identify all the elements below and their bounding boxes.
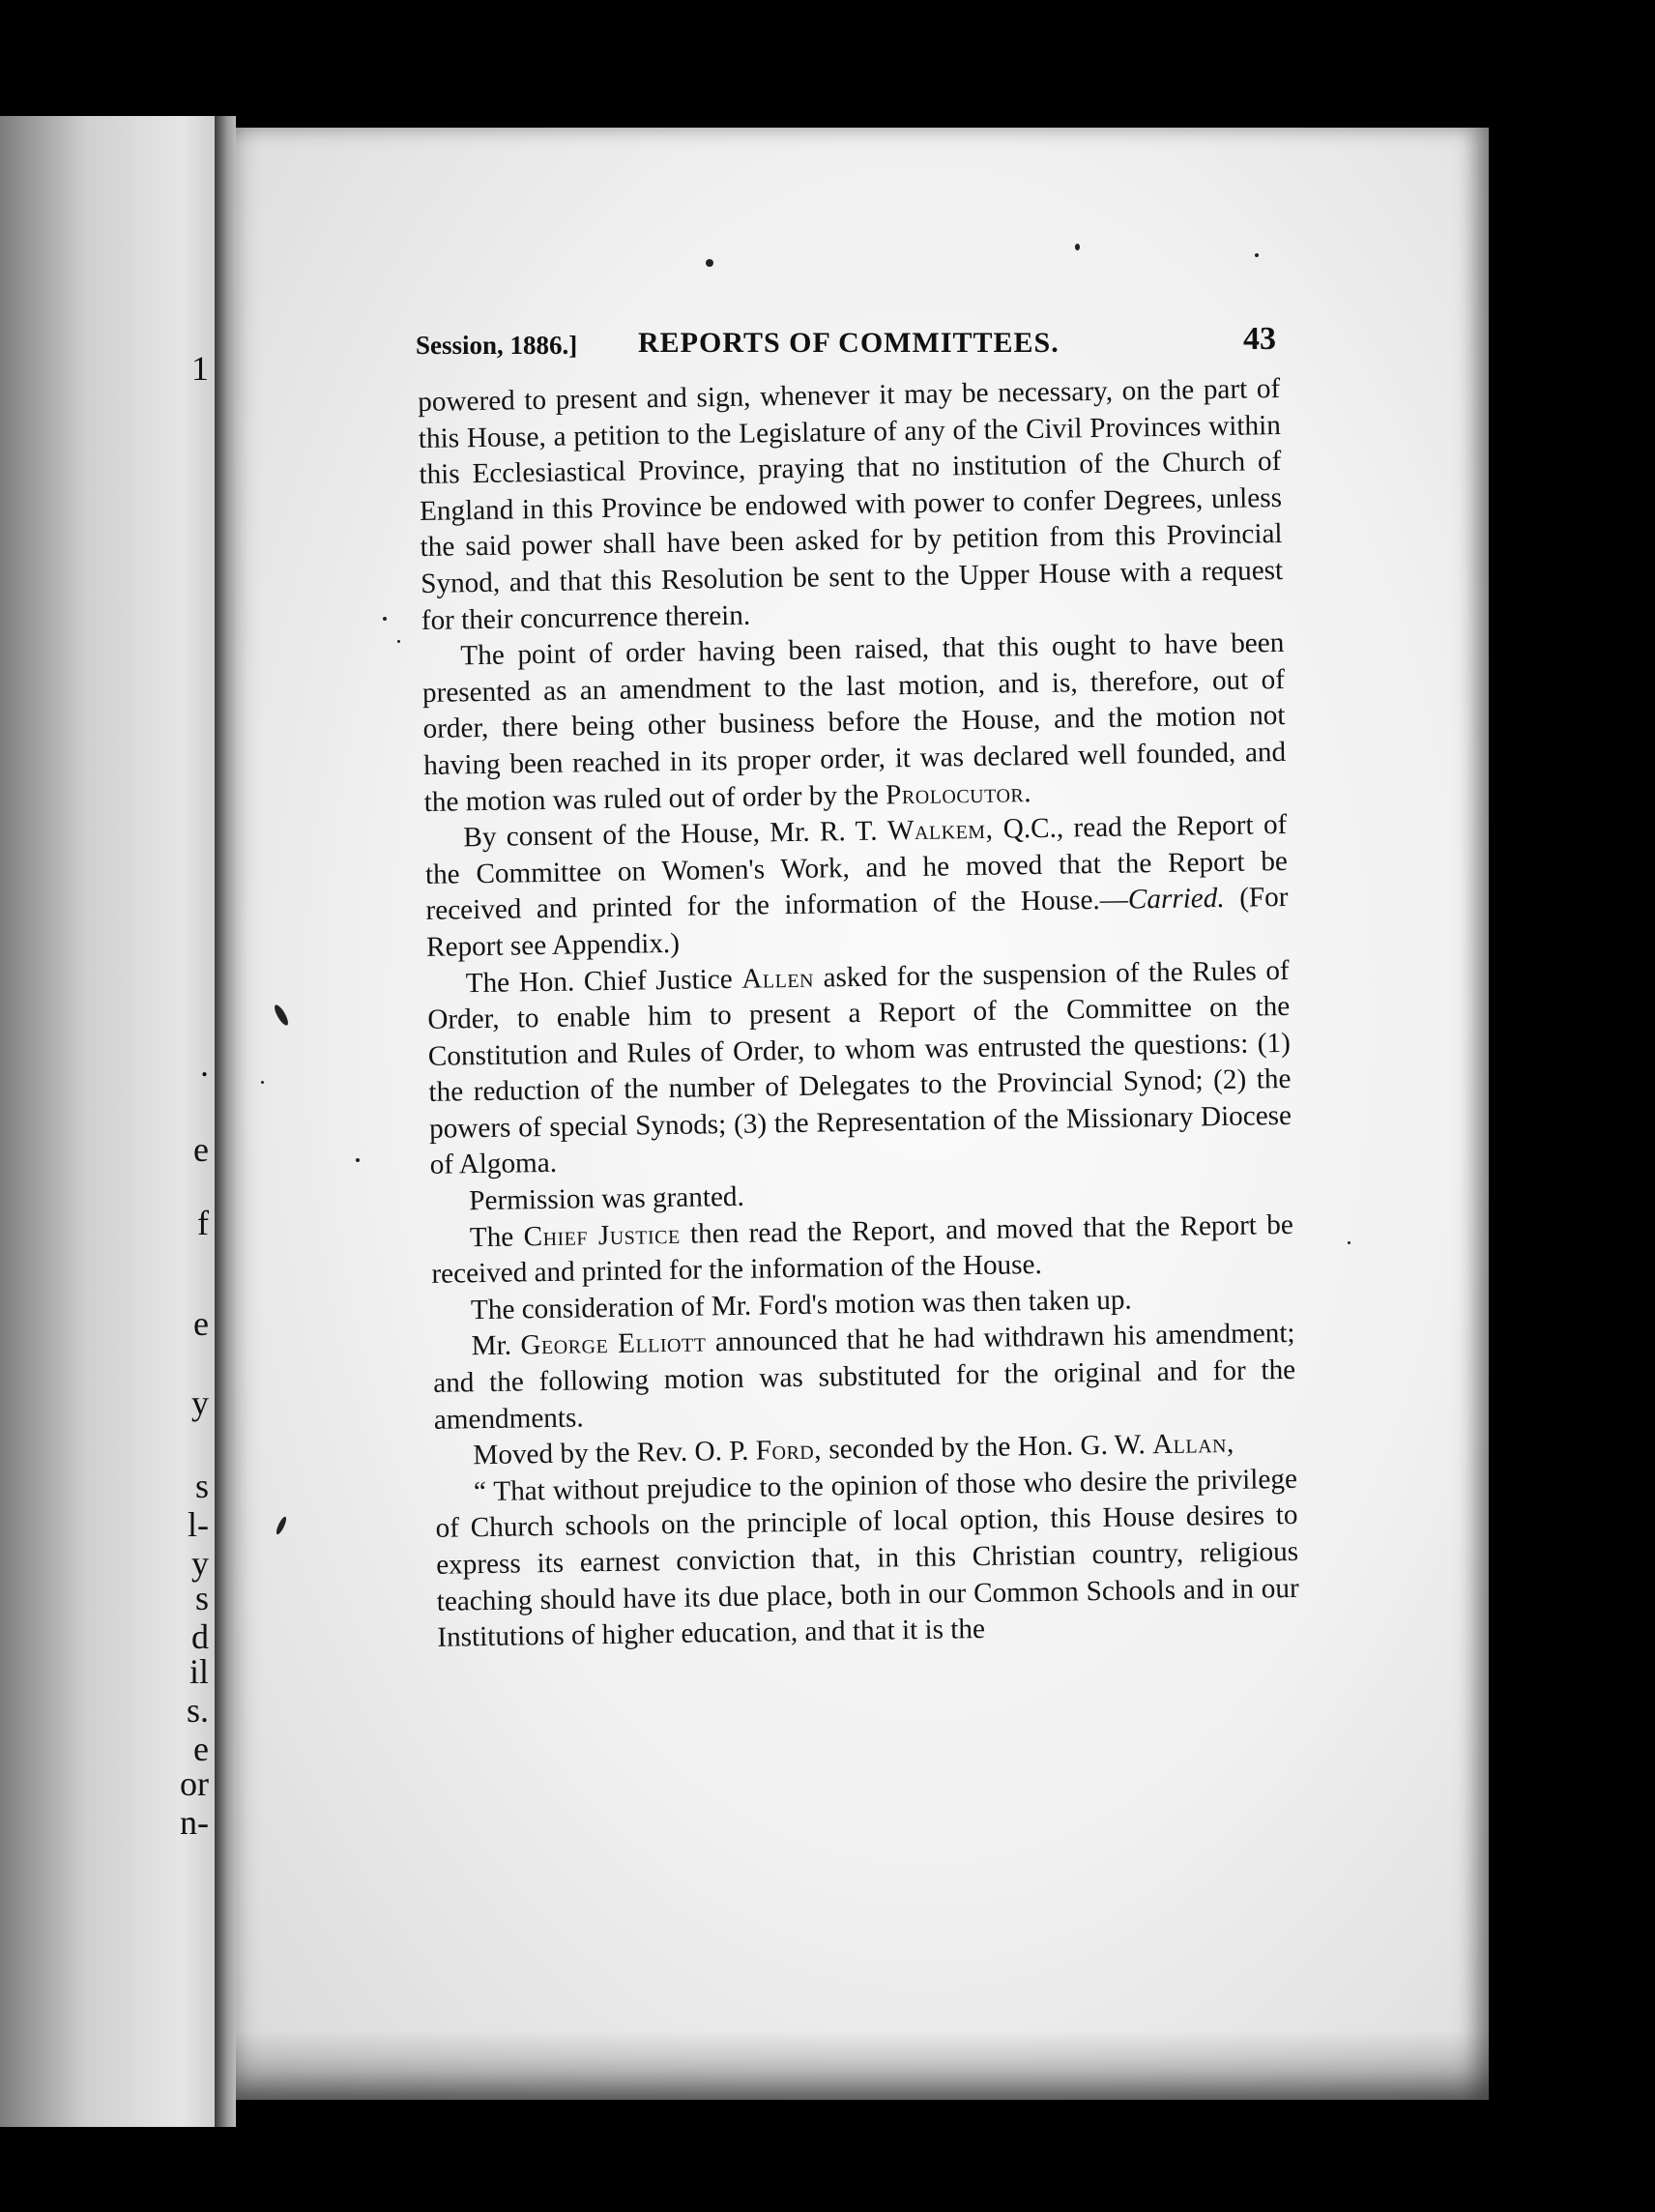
paragraph-text: The	[469, 1221, 514, 1253]
body-text	[418, 371, 1300, 1657]
ford-name: Ford,	[755, 1434, 823, 1467]
left-page-fragment: e	[193, 1304, 209, 1343]
allen-name: Allen	[741, 962, 815, 995]
paragraph-point-of-order	[421, 626, 1287, 821]
left-page-fragment: d	[191, 1617, 209, 1656]
left-page-fragment: il	[189, 1652, 209, 1691]
allan-name: Allan,	[1151, 1428, 1235, 1461]
paragraph-text: (For Report see Appendix.)	[425, 882, 1289, 963]
paragraph-ford-motion: The consideration of Mr. Ford's motion was then taken up.	[470, 1284, 1132, 1326]
left-page-fragment: s	[194, 1467, 209, 1505]
paragraph-chief-justice-report	[431, 1208, 1294, 1294]
paragraph-text: asked for the suspension of the Rules of Order, to enable him to present a Report of the Committee on the Constitution and Rules of Order, to whom was entrusted the questions: (1) the reduction of the number of Delegates to the Provincial Synod; (2) the powers of special Synods; (3) the Representation of the Missionary Diocese of Algoma.	[427, 954, 1292, 1181]
paragraph-constitution-report	[426, 952, 1292, 1184]
carried-label: Carried.	[1127, 883, 1225, 916]
walkem-name: Walkem,	[886, 813, 994, 847]
left-facing-page	[0, 116, 215, 2127]
paragraph-womens-work-report	[424, 807, 1289, 966]
paragraph-elliott-withdrawal	[432, 1316, 1296, 1439]
left-page-fragment: or	[180, 1764, 209, 1803]
left-page-fragment: e	[193, 1730, 209, 1768]
book-gutter	[215, 116, 236, 2127]
left-page-fragment: y	[191, 1544, 209, 1583]
chief-justice-name: Chief Justice	[523, 1218, 681, 1253]
left-page-fragment: y	[191, 1383, 209, 1422]
page-bottom-shadow	[236, 2030, 1489, 2108]
running-title: REPORTS OF COMMITTEES.	[638, 327, 1060, 359]
left-page-fragment: n-	[180, 1803, 209, 1842]
paragraph-text: The Hon. Chief Justice	[465, 963, 733, 999]
left-page-fragment: s.	[186, 1691, 209, 1730]
left-page-fragment: .	[200, 1045, 209, 1084]
paragraph-motion-text: “ That without prejudice to the opinion of those who desire the privilege of Church schools on the principle of local option, this House desires to express its earnest conviction that, in this Christian country, religious teaching should have its due place, both in our Common Schools and in our Institutions of higher education, and that it is the	[435, 1463, 1299, 1654]
elliott-name: George Elliott	[520, 1326, 707, 1361]
paragraph-text: announced that he had withdrawn his amendment; and the following motion was substituted for the original and for the amendments.	[432, 1318, 1296, 1436]
paragraph-text: The point of order having been raised, that this ought to have been presented as an amendment to the last motion, and is, therefore, out of order, there being other business before the House, and the motion not having been reached in its proper order, it was declared well founded, and the motion was ruled out of order by the	[421, 627, 1287, 818]
left-page-fragment: 1	[191, 349, 209, 388]
paragraph-resolution-continued: powered to present and sign, whenever it may be necessary, on the part of this House, a petition to the Legislature of any of the Civil Provinces within this Ecclesiastical Province, praying that no institution of the Church of England in this Province be endowed with power to confer Degrees, unless the said power shall have been asked for by petition from this Provincial Synod, and that this Resolution be sent to the Upper House with a request for their concurrence therein.	[418, 372, 1284, 636]
page-number: 43	[1243, 321, 1276, 357]
running-head	[416, 321, 1276, 369]
paragraph-text: then read the Report, and moved that the Report be received and printed for the information of the House.	[431, 1208, 1294, 1291]
paragraph-text: seconded by the Hon. G. W.	[828, 1429, 1147, 1466]
paragraph-text: By consent of the House, Mr. R. T.	[463, 815, 878, 854]
paragraph-text: Q.C., read the Report of the Committee on Women's Work, and he moved that the Report be received and printed for the information of the House.—	[424, 809, 1289, 927]
left-page-fragment: s	[194, 1579, 209, 1617]
left-page-fragment: e	[193, 1130, 209, 1169]
session-label: Session, 1886.]	[416, 331, 578, 360]
paragraph-text: Moved by the Rev. O. P.	[473, 1435, 749, 1471]
left-page-fragment: f	[197, 1204, 209, 1242]
paragraph-permission: Permission was granted.	[469, 1180, 745, 1217]
paragraph-text: Mr.	[471, 1330, 512, 1362]
prolocutor-name: Prolocutor.	[885, 776, 1032, 810]
left-page-fragment: l-	[188, 1505, 209, 1544]
